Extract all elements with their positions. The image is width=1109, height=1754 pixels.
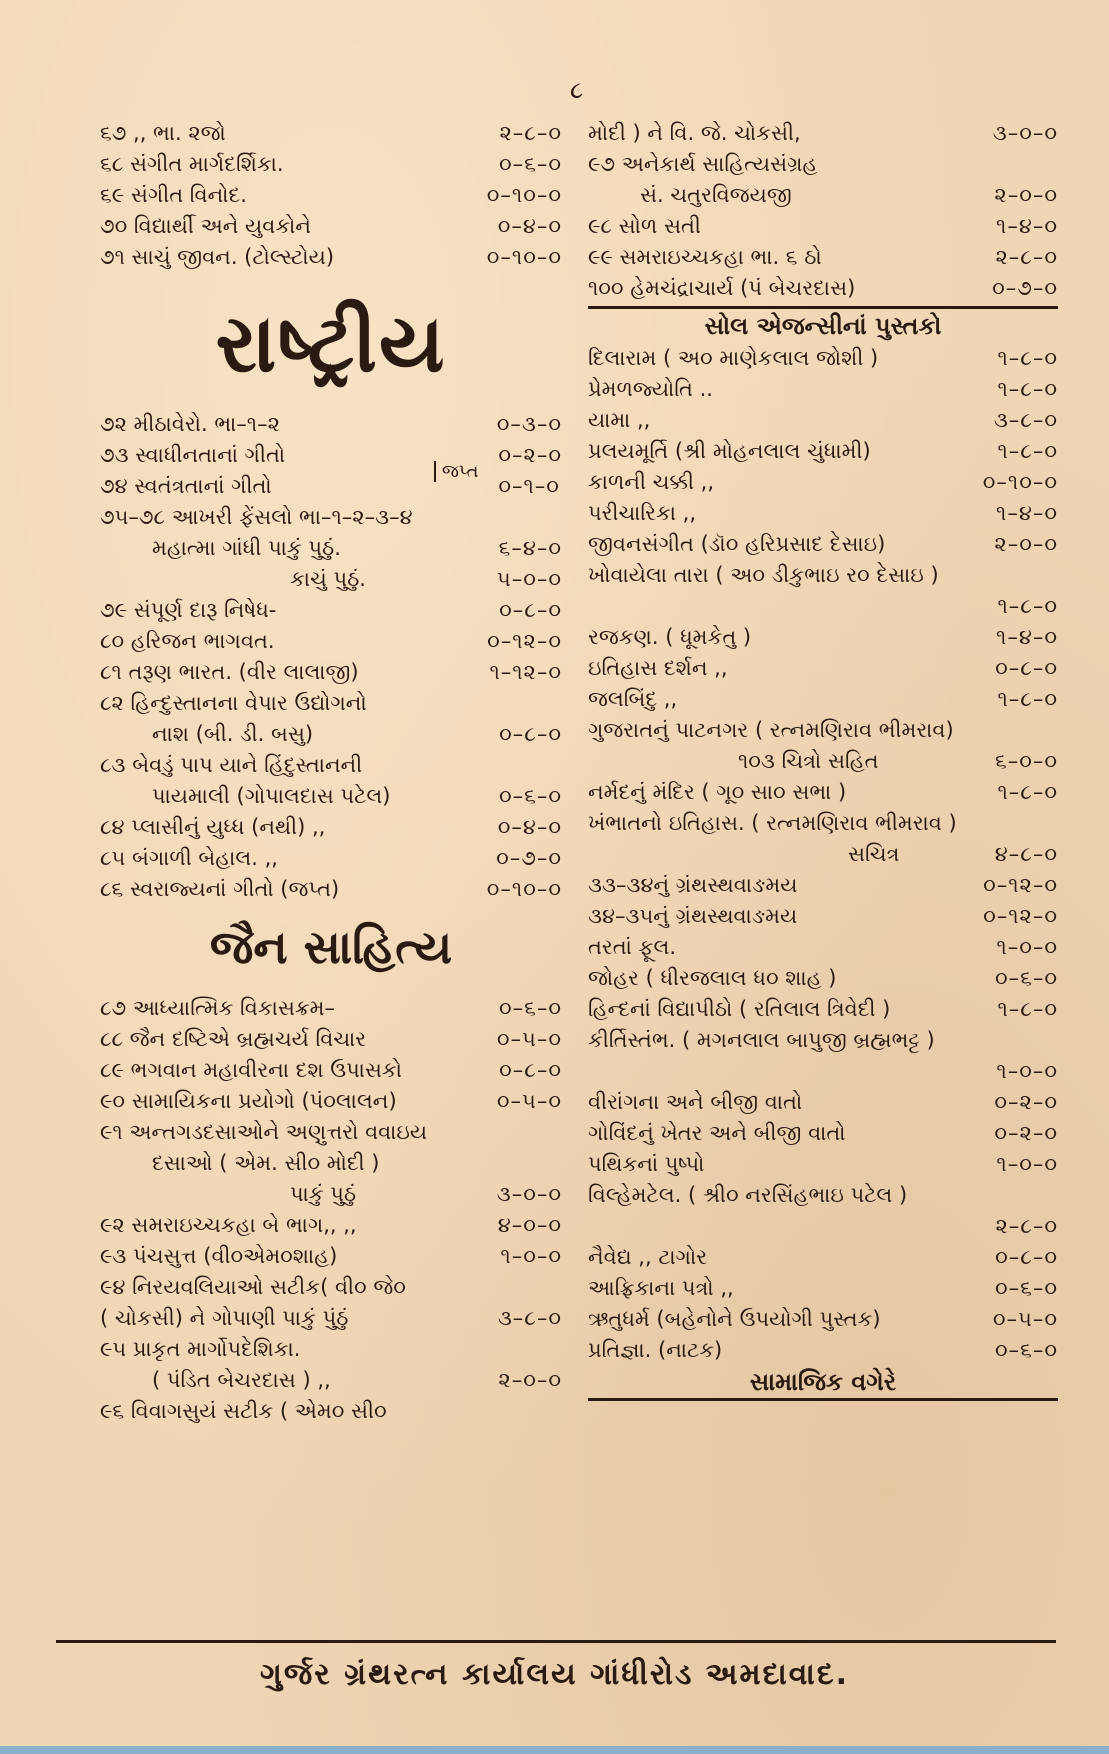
catalog-item [588, 498, 1058, 529]
item-title: મોદી ) ને વિ. જે. ચોકસી, [588, 121, 801, 145]
item-title: ૭૨ મીઠાવેરો. ભા–૧–૨ [100, 412, 280, 436]
catalog-item [100, 1365, 562, 1396]
item-title: ઇતિહાસ દર્શન ,, [588, 656, 728, 680]
bottom-rule [56, 1640, 1056, 1643]
item-title: ૯૭ અનેકાર્થ સાહિત્યસંગ્રહ [588, 152, 818, 176]
item-title: ૯૧ અન્તગડદસાઓને અણુત્તરો વવાઇય [100, 1120, 428, 1144]
catalog-item [100, 180, 562, 211]
bracket-note: જપ્ત [434, 461, 484, 482]
item-title: નૈવેદ્ય ,, ટાગોર [588, 1245, 708, 1269]
item-title: દિલારામ ( અ૦ માણેકલાલ જોશી ) [588, 346, 879, 370]
catalog-item [588, 994, 1058, 1025]
item-title: ૭૧ સાચું જીવન. (ટોલ્સ્ટોય) [100, 245, 335, 269]
item-title: નાશ (બી. ડી. બસુ) [152, 722, 314, 746]
section-heading-sole-agency: સોલ એજન્સીનાં પુસ્તકો [588, 306, 1058, 343]
item-price: ૧–૧૨–૦ [489, 660, 562, 684]
item-title: મહાત્મા ગાંધી પાકું પુઠું. [152, 536, 341, 560]
catalog-item [100, 1055, 562, 1086]
catalog-item [588, 963, 1058, 994]
item-price: ૦–૬–૦ [994, 1276, 1058, 1300]
item-title: પાકું પુઠું [290, 1182, 357, 1206]
item-price: ૦–૪–૦ [497, 214, 562, 238]
item-price: ૩–૦–૦ [992, 121, 1058, 145]
catalog-item [100, 626, 562, 657]
item-price: ૦–૧૨–૦ [983, 873, 1058, 897]
item-title: પરીચારિકા ,, [588, 501, 697, 525]
item-title: ખંભાતનો ઇતિહાસ. ( રત્નમણિરાવ ભીમરાવ ) [588, 811, 957, 835]
item-price: ૦–૨–૦ [498, 443, 562, 467]
item-title: ૮૦ હરિજન ભાગવત. [100, 629, 275, 653]
catalog-item [588, 653, 1058, 684]
catalog-item [588, 1118, 1058, 1149]
item-price: ૨–૦–૦ [994, 532, 1058, 556]
item-title: પથિકનાં પુષ્પો [588, 1152, 705, 1176]
item-title: ૮૫ બંગાળી બેહાલ. ,, [100, 846, 278, 870]
item-price: ૦–૬–૦ [994, 966, 1058, 990]
catalog-item [588, 746, 1058, 777]
item-title: નર્મદનું મંદિર ( ગૂ૦ સા૦ સભા ) [588, 780, 847, 804]
catalog-item [100, 1241, 562, 1272]
item-title: ગોવિંદનું ખેતર અને બીજી વાતો [588, 1121, 846, 1145]
catalog-item [588, 808, 1058, 839]
item-title: ( પંડિત બેચરદાસ ) ,, [152, 1368, 331, 1392]
item-title: તરતાં ફૂલ. [588, 935, 677, 959]
item-price: ૨–૮–૦ [995, 245, 1058, 269]
item-title: પ્રલયમૂર્તિ (શ્રી મોહનલાલ ચુંધામી) [588, 439, 871, 463]
item-price: ૦–૮–૦ [995, 1245, 1058, 1269]
catalog-item [588, 242, 1058, 273]
item-price: ૦–૧૨–૦ [983, 904, 1058, 928]
item-title: ૯૫ પ્રાકૃત માર્ગોપદેશિકા. [100, 1337, 301, 1361]
catalog-item [588, 901, 1058, 932]
catalog-item [100, 993, 562, 1024]
item-title: પ્રતિજ્ઞા. (નાટક) [588, 1338, 723, 1362]
item-title: આફ્રિકાના પત્રો ,, [588, 1276, 734, 1300]
catalog-item [588, 777, 1058, 808]
catalog-item [100, 118, 562, 149]
item-title: કાચું પુઠું. [290, 567, 366, 591]
catalog-item [588, 560, 1058, 591]
catalog-item [100, 1210, 562, 1241]
item-title: કાળની ચક્કી ,, [588, 470, 715, 494]
item-price: ૦–૫–૦ [496, 1027, 562, 1051]
item-title: ૮૧ તરૂણ ભારત. (વીર લાલાજી) [100, 660, 359, 684]
item-title: ૯૬ વિવાગસુયં સટીક ( એમ૦ સી૦ [100, 1399, 387, 1423]
catalog-item [100, 502, 562, 533]
catalog-item [588, 529, 1058, 560]
catalog-item [100, 533, 562, 564]
item-title: પાયમાલી (ગોપાલદાસ પટેલ) [152, 784, 391, 808]
catalog-item [588, 467, 1058, 498]
item-title: ૭૯ સંપૂર્ણ દારૂ નિષેધ- [100, 598, 277, 622]
item-title: ૧૦૩ ચિત્રો સહિત [738, 749, 879, 773]
item-title: ૮૬ સ્વરાજ્યનાં ગીતો (જપ્ત) [100, 877, 340, 901]
item-price: ૧–૮–૦ [997, 377, 1058, 401]
catalog-item [100, 595, 562, 626]
catalog-item [100, 242, 562, 273]
page-number: ૮ [570, 76, 584, 104]
catalog-item [588, 1304, 1058, 1335]
item-title: સચિત્ર [848, 842, 900, 866]
catalog-item [588, 211, 1058, 242]
item-price: ૦–૭–૦ [992, 276, 1058, 300]
item-price: ૦–૮–૦ [499, 598, 562, 622]
item-price: ૧–૦–૦ [500, 1244, 562, 1268]
item-price: ૦–૨–૦ [994, 1121, 1058, 1145]
item-price: ૧–૮–૦ [997, 594, 1058, 618]
catalog-item [100, 211, 562, 242]
item-title: ૮૭ આધ્યાત્મિક વિકાસક્રમ– [100, 996, 336, 1020]
item-title: જોહર ( ધીરજલાલ ધ૦ શાહ ) [588, 966, 837, 990]
catalog-item [100, 719, 562, 750]
publisher-footer: ગુર્જર ગ્રંથરત્ન કાર્યાલય ગાંધીરોડ અમદાવાદ. [259, 1657, 850, 1692]
catalog-item [588, 1180, 1058, 1211]
item-price: ૨–૦–૦ [994, 183, 1058, 207]
item-title: ઋતુધર્મ (બહેનોને ઉપયોગી પુસ્તક) [588, 1307, 881, 1331]
catalog-item [100, 1148, 562, 1179]
item-title: રજકણ. ( ધૂમકેતુ ) [588, 625, 752, 649]
catalog-item [588, 436, 1058, 467]
catalog-item [588, 1025, 1058, 1056]
catalog-item [588, 1056, 1058, 1087]
item-price: ૦–૫–૦ [992, 1307, 1058, 1331]
item-title: યામા ,, [588, 408, 651, 432]
catalog-item [588, 1149, 1058, 1180]
item-price: ૧–૮–૦ [997, 780, 1058, 804]
item-title: ૩૪–૩૫નું ગ્રંથસ્થવાઙમય [588, 904, 798, 928]
catalog-item [588, 180, 1058, 211]
item-title: ૮૮ જૈન દષ્ટિએ બ્રહ્મચર્ય વિચાર [100, 1027, 367, 1051]
item-title: ૯૨ સમરાઇચ્ચકહા બે ભાગ,, ,, [100, 1213, 357, 1237]
item-title: ૬૮ સંગીત માર્ગદર્શિકા. [100, 152, 284, 176]
item-price: ૩–૮–૦ [497, 1306, 562, 1330]
item-price: ૦–૮–૦ [499, 1058, 562, 1082]
item-price: ૨–૮–૦ [499, 121, 562, 145]
item-title: ૮૨ હિન્દુસ્તાનના વેપાર ઉદ્યોગનો [100, 691, 367, 715]
item-price: ૫–૦–૦ [496, 567, 562, 591]
catalog-item [588, 1273, 1058, 1304]
item-price: ૦–૫–૦ [496, 1089, 562, 1113]
item-price: ૧–૦–૦ [996, 1152, 1058, 1176]
catalog-item [100, 1396, 562, 1427]
item-price: ૦–૮–૦ [499, 722, 562, 746]
item-title: ૭૩ સ્વાધીનતાનાં ગીતો [100, 443, 286, 467]
item-price: ૨–૮–૦ [995, 1214, 1058, 1238]
catalog-item [588, 1335, 1058, 1366]
catalog-item [588, 374, 1058, 405]
item-title: ૯૮ સોળ સતી [588, 214, 701, 238]
item-title: ગુજરાતનું પાટનગર ( રત્નમણિરાવ ભીમરાવ) [588, 718, 954, 742]
catalog-item [100, 440, 434, 471]
item-price: ૧–૦–૦ [996, 1059, 1058, 1083]
section-heading-jain: જૈન સાહિત્ય [209, 920, 453, 974]
catalog-item [100, 471, 434, 502]
right-column [588, 118, 1058, 1401]
item-price: ૨–૦–૦ [498, 1368, 562, 1392]
item-price: ૦–૬–૦ [498, 784, 562, 808]
item-price: ૦–૬–૦ [498, 996, 562, 1020]
catalog-item [588, 715, 1058, 746]
item-title: ૮૯ ભગવાન મહાવીરના દશ ઉપાસકો [100, 1058, 402, 1082]
item-price: ૧–૪–૦ [996, 501, 1058, 525]
item-price: ૧–૮–૦ [997, 997, 1058, 1021]
catalog-item [100, 688, 562, 719]
catalog-item [100, 812, 562, 843]
item-title: ૭૫–૭૮ આખરી ફેંસલો ભા–૧–૨–૩–૪ [100, 505, 413, 529]
item-title: જલબિંદુ ,, [588, 687, 678, 711]
item-price: ૪–૦–૦ [497, 1213, 562, 1237]
catalog-item [100, 1024, 562, 1055]
catalog-item [588, 870, 1058, 901]
catalog-item [588, 118, 1058, 149]
bracket-group [100, 440, 562, 502]
catalog-item [100, 1272, 562, 1303]
item-title: ૬૯ સંગીત વિનોદ. [100, 183, 247, 207]
catalog-item [588, 1242, 1058, 1273]
left-column [100, 118, 562, 1427]
item-price: ૦–૧–૦ [498, 474, 560, 498]
item-title: ૧૦૦ હેમચંદ્રાચાર્ય (પં બેચરદાસ) [588, 276, 856, 300]
catalog-item [100, 564, 562, 595]
catalog-item [588, 343, 1058, 374]
section-heading-social: સામાજિક વગેરે [588, 1366, 1058, 1401]
catalog-item [588, 622, 1058, 653]
item-title: દસાઓ ( એમ. સી૦ મોદી ) [152, 1151, 380, 1175]
item-price: ૩–૮–૦ [993, 408, 1058, 432]
item-title: ૯૪ નિરયવલિયાઓ સટીક( વી૦ જે૦ [100, 1275, 406, 1299]
item-price: ૧–૮–૦ [997, 687, 1058, 711]
catalog-item [588, 839, 1058, 870]
section-heading-rashtriya: રાષ્ટ્રીય [215, 296, 447, 390]
item-title: ૮૪ પ્લાસીનું યુધ્ધ (નથી) ,, [100, 815, 326, 839]
item-price: ૦–૬–૦ [498, 152, 562, 176]
item-title: ૯૦ સામાયિકના પ્રયોગો (પં૦લાલન) [100, 1089, 397, 1113]
item-title: ( ચોકસી) ને ગોપાણી પાકું પુંઠું [100, 1306, 349, 1330]
item-price: ૧–૦–૦ [996, 935, 1058, 959]
item-title: પ્રેમળજ્યોતિ .. [588, 377, 713, 401]
item-title: ૮૩ બેવડું પાપ યાને હિંદુસ્તાનની [100, 753, 363, 777]
item-price: ૦–૭–૦ [496, 846, 562, 870]
catalog-item [588, 149, 1058, 180]
item-price: ૦–૩–૦ [496, 412, 562, 436]
catalog-item [100, 1334, 562, 1365]
item-price: ૦–૧૦–૦ [486, 183, 562, 207]
item-price: ૪–૮–૦ [994, 842, 1058, 866]
item-price: ૦–૨–૦ [994, 1090, 1058, 1114]
item-price: ૧–૪–૦ [996, 625, 1058, 649]
catalog-item [100, 781, 562, 812]
item-price: ૦–૮–૦ [995, 656, 1058, 680]
item-title: હિન્દનાં વિદ્યાપીઠો ( રતિલાલ ત્રિવેદી ) [588, 997, 891, 1021]
item-title: ૭૦ વિદ્યાર્થી અને યુવકોને [100, 214, 312, 238]
item-price: ૩–૦–૦ [496, 1182, 562, 1206]
scan-edge [0, 1746, 1109, 1754]
item-price: ૦–૬–૦ [994, 1338, 1058, 1362]
item-price: ૧–૮–૦ [997, 346, 1058, 370]
catalog-item [100, 1117, 562, 1148]
item-title: ૭૪ સ્વતંત્રતાનાં ગીતો [100, 474, 272, 498]
item-price: ૦–૧૦–૦ [486, 877, 562, 901]
catalog-item [588, 684, 1058, 715]
item-title: સં. ચતુરવિજયજી [640, 183, 792, 207]
item-price: ૦–૧૨–૦ [487, 629, 562, 653]
item-price: ૬–૪–૦ [498, 536, 562, 560]
item-title: ખોવાયેલા તારા ( અ૦ ડીકુભાઇ ર૦ દેસાઇ ) [588, 563, 939, 587]
item-title: ૩૩–૩૪નું ગ્રંથસ્થવાઙમય [588, 873, 798, 897]
catalog-item [100, 750, 562, 781]
catalog-item [100, 1179, 562, 1210]
catalog-item [588, 1087, 1058, 1118]
item-price: ૦–૧૦–૦ [982, 470, 1058, 494]
catalog-item [100, 657, 562, 688]
catalog-item [100, 843, 562, 874]
item-title: જીવનસંગીત (ડૉ૦ હરિપ્રસાદ દેસાઇ) [588, 532, 886, 556]
catalog-item [100, 409, 562, 440]
catalog-item [100, 149, 562, 180]
item-title: ૬૭ ,, ભા. ૨જો [100, 121, 226, 145]
item-title: કીર્તિસ્તંભ. ( મગનલાલ બાપુજી બ્રહ્મભટ્ટ ) [588, 1028, 935, 1052]
catalog-item [100, 1086, 562, 1117]
catalog-item [100, 874, 562, 905]
item-title: ૯૯ સમરાઇચ્ચકહા ભા. ૬ ઠો [588, 245, 822, 269]
item-price: ૬–૦–૦ [994, 749, 1058, 773]
catalog-item [588, 405, 1058, 436]
item-title: ૯૩ પંચસુત્ત (વી૦એમ૦શાહ) [100, 1244, 338, 1268]
catalog-item [588, 273, 1058, 304]
catalog-item [588, 591, 1058, 622]
item-title: વિલ્હેમટેલ. ( શ્રી૦ નરસિંહભાઇ પટેલ ) [588, 1183, 908, 1207]
catalog-item [588, 1211, 1058, 1242]
item-price: ૦–૪–૦ [497, 815, 562, 839]
item-price: ૧–૮–૦ [997, 439, 1058, 463]
item-price: ૧–૪–૦ [996, 214, 1058, 238]
item-price: ૦–૧૦–૦ [486, 245, 562, 269]
item-title: વીરાંગના અને બીજી વાતો [588, 1090, 803, 1114]
catalog-item [588, 932, 1058, 963]
catalog-item [100, 1303, 562, 1334]
